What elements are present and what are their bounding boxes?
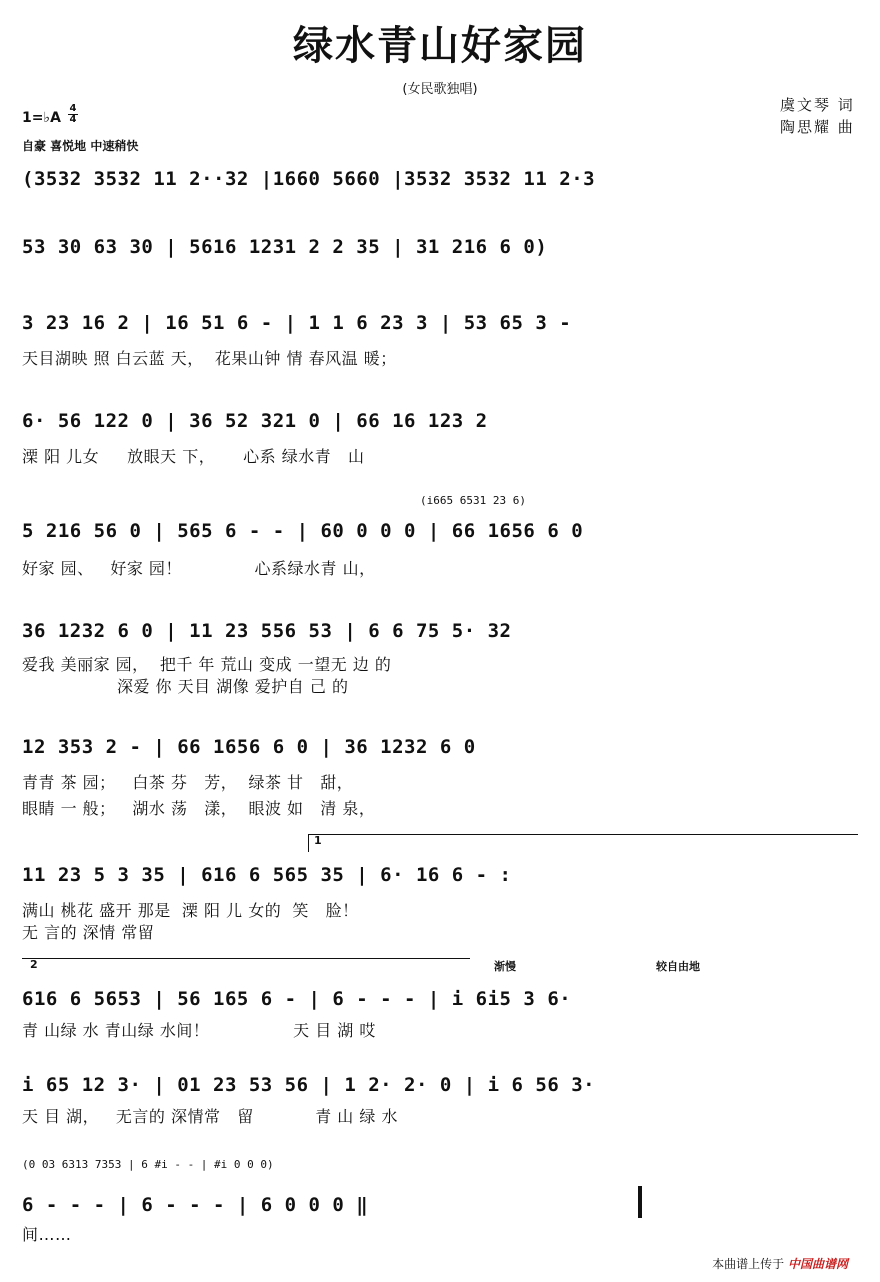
lyric-line-8b: 无 言的 深情 常留	[22, 923, 155, 942]
volta-1-marker: 1	[314, 834, 322, 847]
notation-line-1: (3532 3532 11 2··32 |1660 5660 |3532 3532 11 2·3	[22, 168, 596, 190]
small-phrase-2: (0 03 6313 7353 | 6 #i - - | #i 0 0 0)	[22, 1158, 274, 1171]
volta-2-marker: 2	[30, 958, 38, 971]
notation-line-9: 616 6 5653 | 56 165 6 - | 6 - - - | i 6i5 3 6·	[22, 988, 572, 1010]
lyric-line-7a: 青青 茶 园； 白茶 芬 芳， 绿茶 甘 甜，	[22, 773, 354, 792]
site-logo[interactable]: 中国曲谱网	[787, 1257, 848, 1271]
lyric-line-5: 好家 园、 好家 园！ 心系绿水青 山，	[22, 559, 376, 578]
meter-top: 4	[69, 103, 77, 114]
ritardando-marker: 渐慢	[494, 960, 516, 973]
notation-line-7: 12 353 2 - | 66 1656 6 0 | 36 1232 6 0	[22, 736, 476, 758]
final-barline	[638, 1186, 642, 1218]
composer-credit: 陶思耀 曲	[780, 118, 855, 136]
notation-line-11: 6 - - - | 6 - - - | 6 0 0 0 ‖	[22, 1194, 369, 1216]
notation-line-10: i 65 12 3· | 01 23 53 56 | 1 2· 2· 0 | i 6 56 3·	[22, 1074, 596, 1096]
volta-1-bracket-top	[308, 834, 858, 835]
lyric-line-6a: 爱我 美丽家 园， 把千 年 荒山 变成 一望无 边 的	[22, 655, 392, 674]
small-phrase-1: (i665 6531 23 6)	[420, 494, 526, 507]
song-subtitle: (女民歌独唱)	[402, 82, 478, 97]
lyric-line-10: 天 目 湖， 无言的 深情常 留 青 山 绿 水	[22, 1107, 398, 1126]
footer-text: 本曲谱上传于	[712, 1257, 785, 1271]
lyric-line-7b: 眼睛 一 般； 湖水 荡 漾， 眼波 如 清 泉，	[22, 799, 376, 818]
notation-line-3: 3 23 16 2 | 16 51 6 - | 1 1 6 23 3 | 53 65 3 -	[22, 312, 572, 334]
footer	[712, 1255, 848, 1272]
notation-line-2: 53 30 63 30 | 5616 1231 2 2 35 | 31 216 6 0)	[22, 236, 548, 258]
freely-marker: 较自由地	[656, 960, 700, 973]
lyric-line-8a: 满山 桃花 盛开 那是 溧 阳 儿 女的 笑 脸！	[22, 901, 359, 920]
notation-line-6: 36 1232 6 0 | 11 23 556 53 | 6 6 75 5· 32	[22, 620, 512, 642]
notation-line-8: 11 23 5 3 35 | 616 6 565 35 | 6· 16 6 - :	[22, 864, 512, 886]
lyric-line-9: 青 山绿 水 青山绿 水间！ 天 目 湖 哎	[22, 1021, 376, 1040]
volta-2-bracket-top	[22, 958, 470, 959]
song-title: 绿水青山好家园	[293, 22, 587, 69]
lyric-line-6b: 深爱 你 天目 湖像 爱护自 己 的	[22, 677, 349, 696]
volta-1-bracket-left	[308, 834, 309, 852]
lyric-line-4: 溧 阳 儿女 放眼天 下， 心系 绿水青 山	[22, 447, 365, 466]
notation-line-4: 6· 56 122 0 | 36 52 321 0 | 66 16 123 2	[22, 410, 488, 432]
tempo-marking: 自豪 喜悦地 中速稍快	[22, 139, 139, 153]
lyric-line-11: 间……	[22, 1225, 72, 1244]
time-signature	[68, 104, 78, 125]
lyricist-credit: 虞文琴 词	[780, 96, 855, 114]
lyric-line-3: 天目湖映 照 白云蓝 天， 花果山钟 情 春风温 暖；	[22, 349, 397, 368]
notation-line-5: 5 216 56 0 | 565 6 - - | 60 0 0 0 | 66 1656 6 0	[22, 520, 584, 542]
key-signature: 1=♭A	[22, 110, 61, 126]
meter-bottom: 4	[69, 114, 77, 125]
